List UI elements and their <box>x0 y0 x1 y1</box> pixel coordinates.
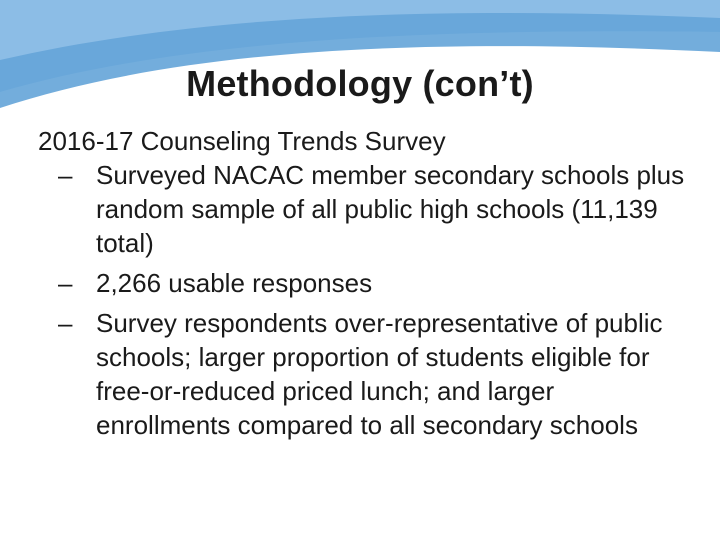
dash-marker: – <box>58 160 73 190</box>
dash-marker: – <box>58 268 73 298</box>
level2-bullet-1 <box>38 158 688 260</box>
slide-body <box>38 124 688 448</box>
bullet-text: Surveyed NACAC member secondary schools plus random sample of all public high schools (11,139 total) <box>96 160 685 258</box>
slide-title: Methodology (con’t) <box>186 63 534 104</box>
bullet-text: 2,266 usable responses <box>96 268 373 298</box>
dash-marker: – <box>58 308 73 338</box>
level1-bullet: 2016-17 Counseling Trends Survey <box>38 126 446 156</box>
bullet-text: Survey respondents over-representative of public schools; larger proportion of students eligible for free-or-reduced priced lunch; and larger enrollments compared to all secondary schools <box>96 308 663 440</box>
level2-bullet-3 <box>38 306 688 442</box>
level2-bullet-2 <box>38 266 688 300</box>
